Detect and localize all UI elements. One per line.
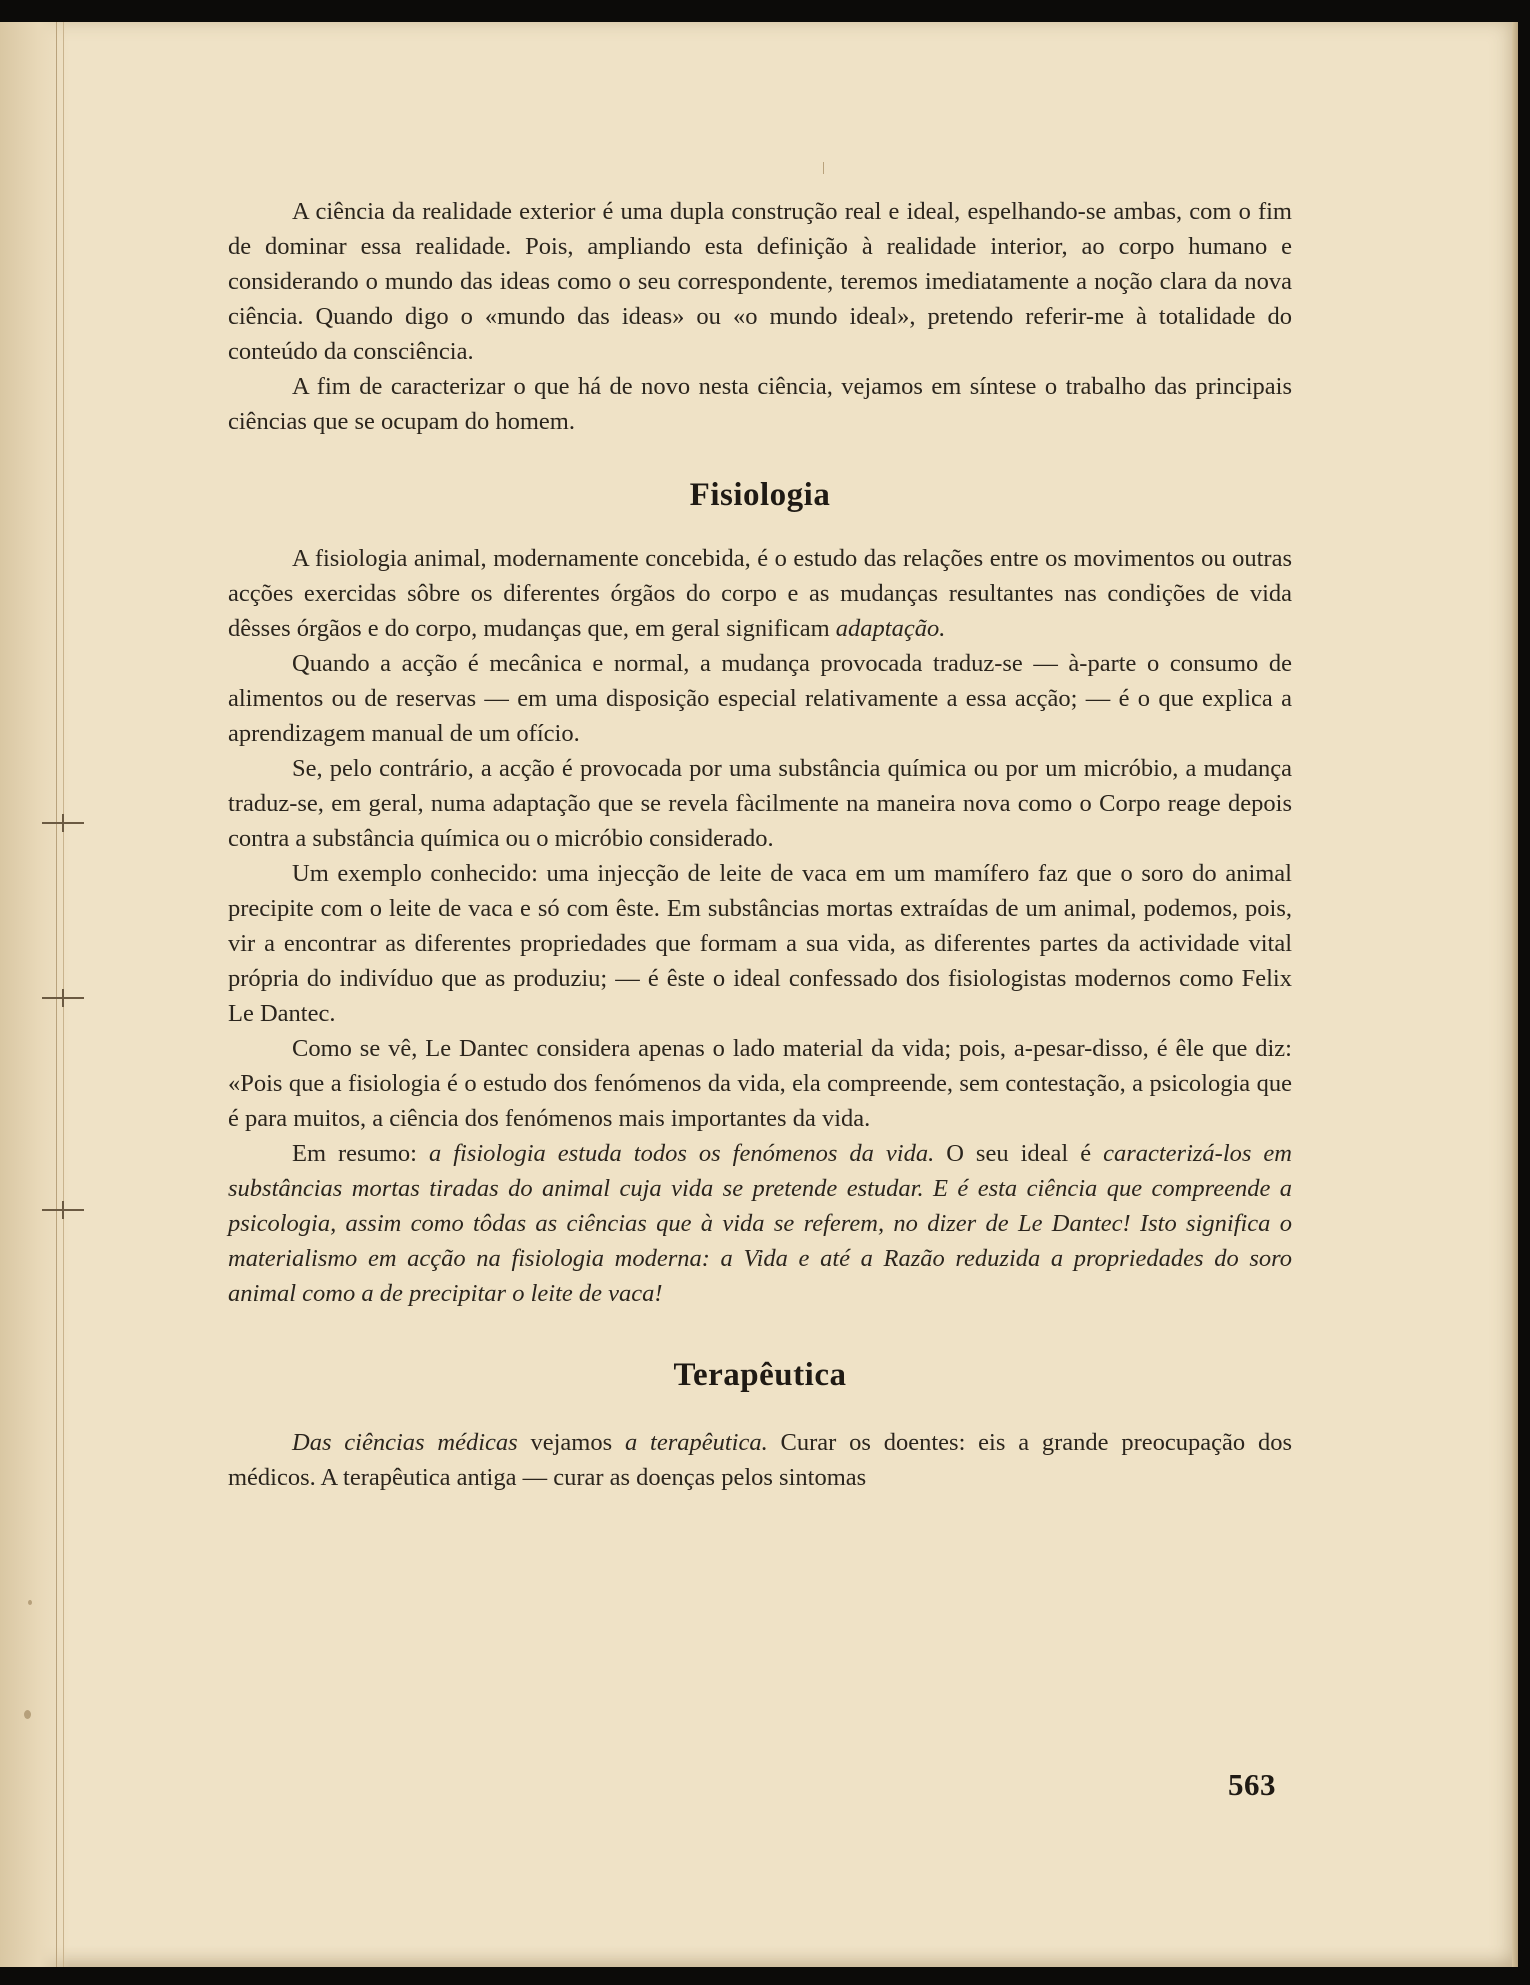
binding-mark — [42, 997, 84, 999]
page-body — [228, 194, 1292, 1495]
fisiologia-paragraph-3: Se, pelo contrário, a acção é provocada por uma substância química ou por um micróbio, a mudança traduz-se, em geral, numa adaptação que se revela fàcilmente na maneira nova como o Corpo reage depois contra a substância química ou o micróbio considerado. — [228, 755, 1292, 852]
fisiologia-paragraph-4: Um exemplo conhecido: uma injecção de leite de vaca em um mamífero faz que o soro do animal precipite com o leite de vaca e só com êste. Em substâncias mortas extraídas de um animal, podemos, pois, vir a encontrar as diferentes propriedades que formam a sua vida, as diferentes partes da actividade vital própria do indivíduo que as produziu; — é êste o ideal confessado dos fisiologistas modernos como Felix Le Dantec. — [228, 860, 1292, 1027]
fisiologia-paragraph-5: Como se vê, Le Dantec considera apenas o lado material da vida; pois, a-pesar-disso, é êle que diz: «Pois que a fisiologia é o estudo dos fenómenos da vida, ela compreende, sem contestação, a psicologia que é para muitos, a ciência dos fenómenos mais importantes da vida. — [228, 1035, 1292, 1132]
paragraph-text: Curar os doentes: eis a grande preocupação dos médicos. A terapêutica antiga — curar as doenças pelos sintomas — [228, 1429, 1292, 1491]
italic-text: Das ciências médicas — [292, 1429, 518, 1456]
fisiologia-paragraph-1 — [228, 541, 1292, 646]
paragraph-text: O seu ideal é — [934, 1140, 1104, 1167]
paper-speck — [28, 1600, 32, 1605]
gutter-line — [56, 22, 57, 1967]
binding-mark — [42, 822, 84, 824]
paragraph-text: vejamos — [517, 1429, 625, 1456]
paragraph-text: Em resumo: — [292, 1140, 429, 1167]
binding-mark — [42, 1209, 84, 1211]
section-heading-terapeutica: Terapêutica — [673, 1357, 847, 1393]
paper-speck — [24, 1710, 31, 1719]
italic-text: adaptação. — [835, 615, 946, 642]
book-page — [0, 22, 1518, 1967]
section-heading-fisiologia: Fisiologia — [689, 477, 831, 513]
paragraph-text: A fisiologia animal, modernamente concebida, é o estudo das relações entre os movimentos ou outras acções exercidas sôbre os diferentes órgãos do corpo e as mudanças resultantes nas condições de vida dêsses órgãos e do corpo, mudanças que, em geral significam — [228, 545, 1292, 642]
page-number: 563 — [1228, 1767, 1276, 1802]
italic-text: a terapêutica. — [624, 1429, 768, 1456]
italic-text: caracterizá-los em substâncias mortas tiradas do animal cuja vida se pretende estudar. E é esta ciência que compreende a psicologia, assim como tôdas as ciências que à vida se referem, no dizer de Le Dantec! Isto significa o materialismo em acção na fisiologia moderna: a Vida e até a Razão reduzida a propriedades do soro animal como a de precipitar o leite de vaca! — [228, 1140, 1292, 1307]
terapeutica-paragraph-1 — [228, 1425, 1292, 1495]
intro-paragraph-2: A fim de caracterizar o que há de novo nesta ciência, vejamos em síntese o trabalho das principais ciências que se ocupam do homem. — [228, 373, 1292, 435]
fisiologia-paragraph-6 — [228, 1136, 1292, 1311]
fisiologia-paragraph-2: Quando a acção é mecânica e normal, a mudança provocada traduz-se — à-parte o consumo de alimentos ou de reservas — em uma disposição especial relativamente a essa acção; — é o que explica a aprendizagem manual de um ofício. — [228, 650, 1292, 747]
page-edge — [1512, 22, 1518, 1967]
intro-paragraph-1: A ciência da realidade exterior é uma dupla construção real e ideal, espelhando-se ambas, com o fim de dominar essa realidade. Pois, ampliando esta definição à realidade interior, ao corpo humano e considerando o mundo das ideas como o seu correspondente, teremos imediatamente a noção clara da nova ciência. Quando digo o «mundo das ideas» ou «o mundo ideal», pretendo referir-me à totalidade do conteúdo da consciência. — [228, 198, 1292, 365]
italic-text: a fisiologia estuda todos os fenómenos da vida. — [428, 1140, 935, 1167]
paper-mark — [823, 162, 824, 174]
